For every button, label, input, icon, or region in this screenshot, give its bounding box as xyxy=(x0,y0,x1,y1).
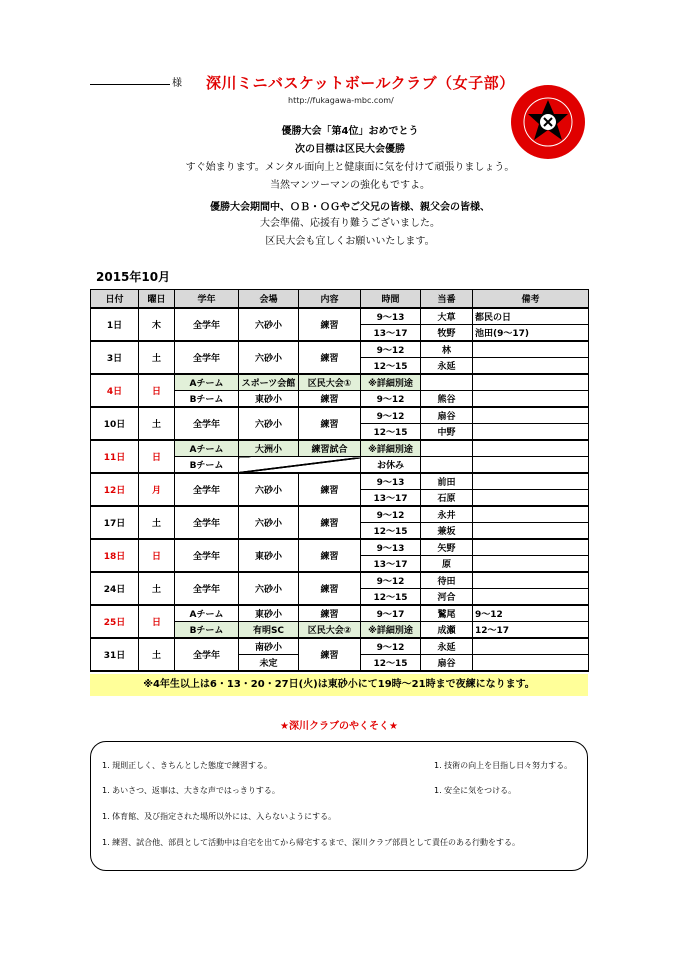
cell-time: 12～15 xyxy=(361,523,421,540)
cell-time: 9～13 xyxy=(361,539,421,556)
cell-duty: 原 xyxy=(421,556,473,573)
cell-date: 18日 xyxy=(91,539,139,572)
cell-grade: 全学年 xyxy=(175,572,239,605)
schedule-table xyxy=(90,289,589,672)
cell-venue: 有明SC xyxy=(239,622,299,639)
cell-date: 17日 xyxy=(91,506,139,539)
cell-time: 12～15 xyxy=(361,358,421,375)
cell-venue: 六砂小 xyxy=(239,506,299,539)
cell-content: 練習 xyxy=(299,572,361,605)
message-line: 大会準備、応援有り難うございました。 xyxy=(260,218,440,229)
header-note: 備考 xyxy=(473,290,589,309)
cell-time: 9～13 xyxy=(361,308,421,325)
cell-content: 練習 xyxy=(299,638,361,671)
cell-time: 9～12 xyxy=(361,506,421,523)
cell-content: 練習 xyxy=(299,539,361,572)
cell-grade: 全学年 xyxy=(175,638,239,671)
cell-date: 1日 xyxy=(91,308,139,341)
cell-date: 12日 xyxy=(91,473,139,506)
cell-time: 9～12 xyxy=(361,407,421,424)
cell-venue: 未定 xyxy=(239,655,299,672)
cell-dow: 月 xyxy=(139,473,175,506)
header-grade: 学年 xyxy=(175,290,239,309)
cell-time: 9～12 xyxy=(361,341,421,358)
cell-duty: 矢野 xyxy=(421,539,473,556)
name-line xyxy=(90,84,170,85)
message-line: すぐ始まります。メンタル面向上と健康面に気を付けて頑張りましょう。 xyxy=(185,162,515,173)
table-row xyxy=(91,572,589,589)
cell-note xyxy=(473,391,589,408)
cell-grade: Aチーム xyxy=(175,440,239,457)
table-row xyxy=(91,539,589,556)
sama-label: 様 xyxy=(172,78,182,89)
cell-grade: 全学年 xyxy=(175,473,239,506)
cell-dow: 土 xyxy=(139,407,175,440)
cell-duty xyxy=(421,440,473,457)
page-title: 深川ミニバスケットボールクラブ（女子部） xyxy=(206,74,515,92)
cell-content: 練習 xyxy=(299,506,361,539)
cell-duty: 永井 xyxy=(421,506,473,523)
promise-item: 1. 規則正しく、きちんとした態度で練習する。 xyxy=(102,761,273,770)
cell-venue: 六砂小 xyxy=(239,407,299,440)
cell-venue: 大洲小 xyxy=(239,440,299,457)
table-row xyxy=(91,374,589,391)
table-header-row xyxy=(91,290,589,309)
cell-content: 練習試合 xyxy=(299,440,361,457)
cell-note xyxy=(473,457,589,474)
cell-dow: 土 xyxy=(139,341,175,374)
cell-note xyxy=(473,358,589,375)
cell-dow: 土 xyxy=(139,572,175,605)
cell-venue: スポーツ会館 xyxy=(239,374,299,391)
promise-item: 1. 体育館、及び指定された場所以外には、入らないようにする。 xyxy=(102,812,337,821)
cell-time: 9～12 xyxy=(361,572,421,589)
cell-date: 11日 xyxy=(91,440,139,473)
promise-item: 1. 練習、試合他、部員として活動中は自宅を出てから帰宅するまで、深川クラブ部員として責任のある行動をする。 xyxy=(102,838,521,847)
cell-content: 区民大会② xyxy=(299,622,361,639)
cell-note: 12～17 xyxy=(473,622,589,639)
cell-duty: 扇谷 xyxy=(421,407,473,424)
message-line: 優勝大会期間中、ＯＢ・ＯＧやご父兄の皆様、親父会の皆様、 xyxy=(210,202,490,213)
table-row xyxy=(91,308,589,325)
cell-duty: 兼坂 xyxy=(421,523,473,540)
cell-note xyxy=(473,523,589,540)
cell-time: 9～17 xyxy=(361,605,421,622)
cell-venue: 六砂小 xyxy=(239,473,299,506)
cell-dow: 土 xyxy=(139,638,175,671)
cell-time: 9～13 xyxy=(361,473,421,490)
header-content: 内容 xyxy=(299,290,361,309)
cell-content: 区民大会① xyxy=(299,374,361,391)
cell-venue-empty xyxy=(239,457,361,474)
cell-time: 9～12 xyxy=(361,638,421,655)
club-url[interactable]: http://fukagawa-mbc.com/ xyxy=(288,96,394,105)
cell-dow: 土 xyxy=(139,506,175,539)
header-time: 時間 xyxy=(361,290,421,309)
cell-note xyxy=(473,490,589,507)
cell-content: お休み xyxy=(361,457,421,474)
cell-duty: 永延 xyxy=(421,358,473,375)
cell-time: 13～17 xyxy=(361,556,421,573)
promise-item: 1. 安全に気をつける。 xyxy=(434,786,517,795)
cell-note xyxy=(473,589,589,606)
cell-note: 池田(9～17) xyxy=(473,325,589,342)
cell-grade: Aチーム xyxy=(175,374,239,391)
cell-duty: 石原 xyxy=(421,490,473,507)
cell-note xyxy=(473,407,589,424)
table-row xyxy=(91,506,589,523)
cell-grade: 全学年 xyxy=(175,506,239,539)
cell-date: 10日 xyxy=(91,407,139,440)
table-row xyxy=(91,473,589,490)
cell-venue: 六砂小 xyxy=(239,341,299,374)
cell-duty: 永延 xyxy=(421,638,473,655)
cell-grade: 全学年 xyxy=(175,341,239,374)
cell-date: 31日 xyxy=(91,638,139,671)
cell-content: 練習 xyxy=(299,473,361,506)
cell-note: 9～12 xyxy=(473,605,589,622)
cell-note xyxy=(473,341,589,358)
header-dow: 曜日 xyxy=(139,290,175,309)
cell-note xyxy=(473,506,589,523)
cell-note xyxy=(473,424,589,441)
cell-date: 4日 xyxy=(91,374,139,407)
table-row xyxy=(91,638,589,655)
cell-grade: 全学年 xyxy=(175,407,239,440)
table-row xyxy=(91,341,589,358)
cell-note xyxy=(473,638,589,655)
cell-date: 25日 xyxy=(91,605,139,638)
cell-duty: 成瀬 xyxy=(421,622,473,639)
schedule-month: 2015年10月 xyxy=(96,270,171,284)
cell-grade: 全学年 xyxy=(175,539,239,572)
cell-duty: 大草 xyxy=(421,308,473,325)
cell-dow: 日 xyxy=(139,605,175,638)
cell-venue: 東砂小 xyxy=(239,391,299,408)
cell-note xyxy=(473,572,589,589)
cell-duty: 前田 xyxy=(421,473,473,490)
cell-time: 12～15 xyxy=(361,589,421,606)
promise-item: 1. 技術の向上を目指し日々努力する。 xyxy=(434,761,573,770)
cell-time: 12～15 xyxy=(361,655,421,672)
cell-grade: 全学年 xyxy=(175,308,239,341)
cell-dow: 木 xyxy=(139,308,175,341)
cell-time: 13～17 xyxy=(361,325,421,342)
cell-content: 練習 xyxy=(299,341,361,374)
cell-note xyxy=(473,556,589,573)
cell-note: 都民の日 xyxy=(473,308,589,325)
cell-note xyxy=(473,473,589,490)
table-row xyxy=(91,407,589,424)
message-line: 区民大会も宜しくお願いいたします。 xyxy=(265,236,435,247)
cell-duty xyxy=(421,374,473,391)
cell-venue: 六砂小 xyxy=(239,308,299,341)
cell-date: 3日 xyxy=(91,341,139,374)
promise-title: ★深川クラブのやくそく★ xyxy=(280,721,398,732)
header-venue: 会場 xyxy=(239,290,299,309)
cell-duty: 林 xyxy=(421,341,473,358)
cell-note xyxy=(473,655,589,672)
cell-time: 12～15 xyxy=(361,424,421,441)
cell-grade: Bチーム xyxy=(175,457,239,474)
cell-duty: 熊谷 xyxy=(421,391,473,408)
cell-note xyxy=(473,440,589,457)
cell-time: ※詳細別途 xyxy=(361,440,421,457)
cell-content: 練習 xyxy=(299,308,361,341)
cell-content: 練習 xyxy=(299,391,361,408)
cell-venue: 東砂小 xyxy=(239,605,299,622)
cell-duty: 中野 xyxy=(421,424,473,441)
cell-duty xyxy=(421,457,473,474)
cell-note xyxy=(473,539,589,556)
header-duty: 当番 xyxy=(421,290,473,309)
cell-content: 練習 xyxy=(299,407,361,440)
cell-date: 24日 xyxy=(91,572,139,605)
cell-note xyxy=(473,374,589,391)
cell-duty: 待田 xyxy=(421,572,473,589)
night-practice-notice: ※4年生以上は6・13・20・27日(火)は東砂小にて19時～21時まで夜練になります。 xyxy=(90,674,588,696)
cell-time: ※詳細別途 xyxy=(361,374,421,391)
cell-dow: 日 xyxy=(139,374,175,407)
cell-duty: 河合 xyxy=(421,589,473,606)
cell-duty: 牧野 xyxy=(421,325,473,342)
message-line: 当然マンツーマンの強化もですよ。 xyxy=(270,180,430,191)
cell-venue: 南砂小 xyxy=(239,638,299,655)
cell-dow: 日 xyxy=(139,440,175,473)
cell-time: ※詳細別途 xyxy=(361,622,421,639)
cell-venue: 東砂小 xyxy=(239,539,299,572)
cell-grade: Bチーム xyxy=(175,391,239,408)
cell-grade: Bチーム xyxy=(175,622,239,639)
promise-item: 1. あいさつ、返事は、大きな声ではっきりする。 xyxy=(102,786,280,795)
cell-time: 9～12 xyxy=(361,391,421,408)
header-date: 日付 xyxy=(91,290,139,309)
cell-grade: Aチーム xyxy=(175,605,239,622)
cell-duty: 鷲尾 xyxy=(421,605,473,622)
cell-dow: 日 xyxy=(139,539,175,572)
message-line: 優勝大会「第4位」おめでとう xyxy=(281,126,419,137)
table-row xyxy=(91,440,589,457)
cell-duty: 扇谷 xyxy=(421,655,473,672)
cell-venue: 六砂小 xyxy=(239,572,299,605)
cell-time: 13～17 xyxy=(361,490,421,507)
table-row xyxy=(91,605,589,622)
cell-content: 練習 xyxy=(299,605,361,622)
message-line: 次の目標は区民大会優勝 xyxy=(295,144,405,155)
